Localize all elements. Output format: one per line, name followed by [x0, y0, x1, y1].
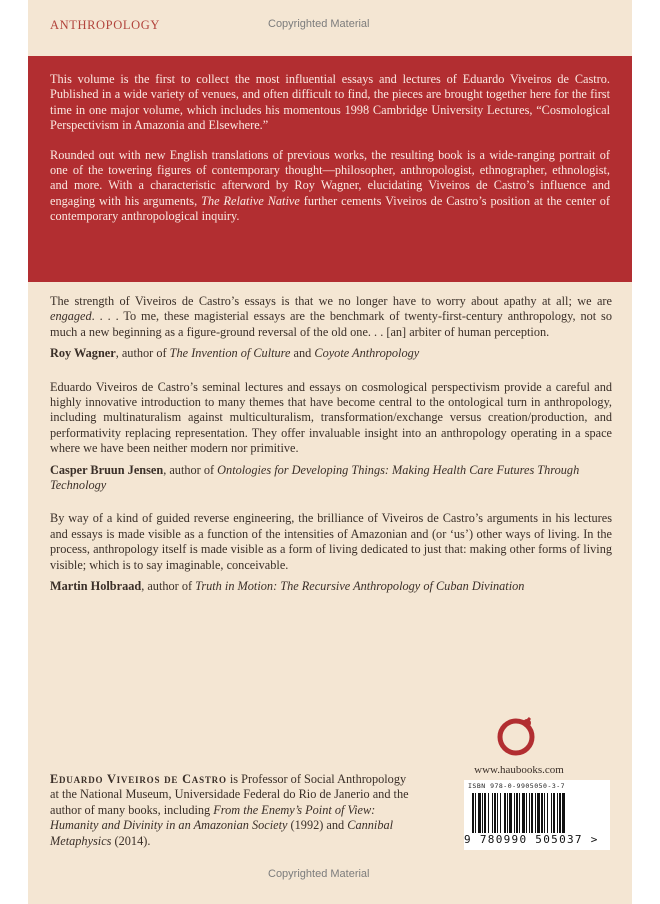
endorsement-2 [50, 380, 612, 494]
copyright-watermark-top: Copyrighted Material [268, 18, 370, 30]
endorsement-text: By way of a kind of guided reverse engineering, the brilliance of Viveiros de Castro’s arguments in his lectures and essays is made visible as a function of the intensities of Amazonian and (or ‘us’) other ways of living. In the process, anthropology itself is made visible as a form of living dedicated to just that: making other forms of living visible; which is to say imaginable, conceivable. [50, 511, 612, 572]
book-title: The Relative Native [201, 193, 300, 208]
back-cover [28, 0, 632, 904]
description-paragraph-2: Rounded out with new English translations of previous works, the resulting book is a wide-ranging portrait of one of the towering figures of contemporary thought—philosopher, anthropologist, ethnographer, ethnologist, and more. With a characteristic afterword by Roy Wagner, elucidating Viveiros de Castro’s influence and engaging with his arguments, The Relative Native further cements Viveiros de Castro’s position at the center of contemporary anthropological inquiry. [50, 147, 610, 224]
endorsement-text: Eduardo Viveiros de Castro’s seminal lectures and essays on cosmological perspectivism provide a careful and highly innovative introduction to many themes that have become central to the ontological turn in anthropology, including multinaturalism against multiculturalism, transformation/exchange versus creation/production, and performativity replacing representation. They offer invaluable insight into an anthropology operating in a space where we have been neither modern nor primitive. [50, 379, 612, 456]
author-bio: Eduardo Viveiros de Castro is Professor of Social Anthropology at the National Museum, Universidade Federal do Rio de Janerio and the author of many books, including From the Enemy’s Point of View: Humanity and Divinity in an Amazonian Society (1992) and Cannibal Metaphysics (2014). [50, 772, 409, 848]
barcode [464, 780, 610, 850]
copyright-watermark-bottom: Copyrighted Material [268, 868, 370, 880]
endorsement-1 [50, 294, 612, 362]
description-paragraph-1: This volume is the first to collect the most influential essays and lectures of Eduardo Viveiros de Castro. Published in a wide variety of venues, and often difficult to find, the pieces are brought together here for the first time in one major volume, which includes his momentous 1998 Cambridge University Lectures, “Cosmological Perspectivism in Amazonia and Elsewhere.” [50, 72, 610, 133]
barcode-bars-icon [472, 793, 602, 833]
book-title: Cannibal Metaphysics [50, 818, 394, 848]
endorsement-attribution: Martin Holbraad, author of Truth in Motion: The Recursive Anthropology of Cuban Divination [50, 579, 525, 594]
publisher-logo-icon [494, 714, 538, 758]
description-panel [28, 56, 632, 282]
publisher-website: www.haubooks.com [474, 764, 564, 776]
book-title: From the Enemy’s Point of View: Humanity and Divinity in an Amazonian Society [50, 802, 376, 833]
top-bar [28, 18, 632, 40]
endorsements [50, 294, 612, 613]
endorsement-attribution: Roy Wagner, author of The Invention of Culture and Coyote Anthropology [50, 346, 420, 361]
endorsement-3 [50, 511, 612, 594]
author-name: Eduardo Viveiros de Castro [50, 772, 227, 786]
endorsement-attribution: Casper Bruun Jensen, author of Ontologies for Developing Things: Making Health Care Futures Through Technology [50, 462, 580, 493]
isbn-label: ISBN 978-0-9905050-3-7 [468, 782, 566, 790]
endorsement-text: The strength of Viveiros de Castro’s essays is that we no longer have to worry about apathy at all; we are engaged. . . . To me, these magisterial essays are the benchmark of twenty-first-century anthropology, not so much a new beginning as a figure-ground reversal of the old one. . . [an] arbiter of human perception. [50, 294, 612, 339]
category-label: ANTHROPOLOGY [50, 18, 160, 32]
barcode-digits: 9 780990 505037 > [464, 833, 599, 846]
